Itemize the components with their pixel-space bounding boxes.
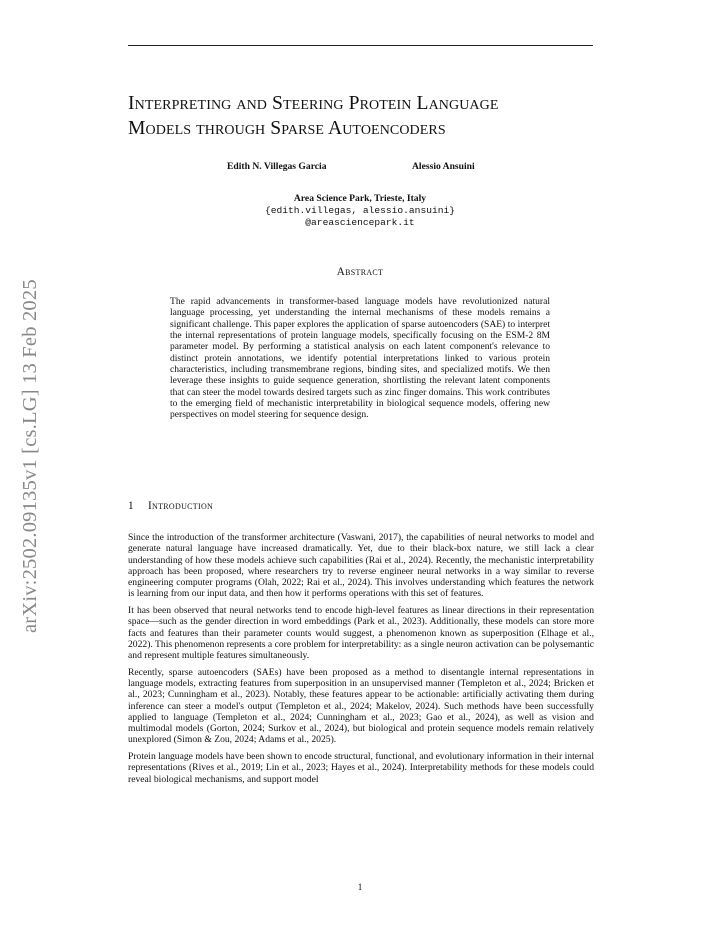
arxiv-identifier: arXiv:2502.09135v1 [cs.LG] 13 Feb 2025 <box>19 279 41 633</box>
top-rule <box>128 45 593 46</box>
paper-title-line-1: Interpreting and Steering Protein Language <box>128 93 499 114</box>
section-heading <box>128 500 213 512</box>
body-paragraph: Recently, sparse autoencoders (SAEs) have been proposed as a method to disentangle internal representations in language models, extracting features from superposition in an unsupervised manner (Templeton et al., 2024; Bricken et al., 2023; Cunningham et al., 2023). Notably, these features appear to be actionable: artificially activating them during inference can steer a model's output (Templeton et al., 2024; Makelov, 2024). Such methods have been successfully applied to language (Templeton et al., 2024; Cunningham et al., 2023; Gao et al., 2024), as well as vision and multimodal models (Gorton, 2024; Surkov et al., 2024), but biological and protein sequence models remain relatively unexplored (Simon & Zou, 2024; Adams et al., 2025). <box>128 666 594 746</box>
body-paragraph: It has been observed that neural networks tend to encode high-level features as linear directions in their representation space—such as the gender direction in word embeddings (Park et al., 2023). Additionally, these models can store more facts and features than their parameter counts would suggest, a phenomenon known as superposition (Elhage et al., 2022). This phenomenon represents a core problem for interpretability: as a single neuron activation can be polysemantic and represent multiple features simultaneously. <box>128 605 594 661</box>
affiliation: Area Science Park, Trieste, Italy <box>293 193 427 204</box>
section-body <box>128 532 594 790</box>
email-line: {edith.villegas, alessio.ansuini} <box>265 205 455 216</box>
paper-title-line-2: Models through Sparse Autoencoders <box>128 118 446 139</box>
body-paragraph: Since the introduction of the transformer architecture (Vaswani, 2017), the capabilities of neural networks to model and generate natural language have increased dramatically. Yet, due to their black-box nature, we still lack a clear understanding of how these models achieve such capabilities (Rai et al., 2024). Recently, the mechanistic interpretability approach has been proposed, where researchers try to reverse engineer neural networks in a way similar to reverse engineering computer programs (Olah, 2022; Rai et al., 2024). This involves understanding which features the network is learning from our input data, and then how it performs operations with this set of features. <box>128 532 594 600</box>
paper-title <box>128 91 608 141</box>
section-number: 1 <box>128 500 134 512</box>
section-title: Introduction <box>148 500 214 512</box>
author-name: Edith N. Villegas Garcia <box>227 161 327 172</box>
abstract-heading: Abstract <box>336 266 384 278</box>
author-name: Alessio Ansuini <box>412 161 475 172</box>
affiliation-block <box>0 193 720 229</box>
abstract-text: The rapid advancements in transformer-based language models have revolutionized natural language processing, yet understanding the internal mechanisms of these models remains a significant challenge. This paper explores the application of sparse autoencoders (SAE) to interpret the internal representations of protein language models, specifically focusing on the ESM-2 8M parameter model. By performing a statistical analysis on each latent component's relevance to distinct protein annotations, we identify potential interpretations linked to various protein characteristics, including transmembrane regions, binding sites, and specialized motifs. We then leverage these insights to guide sequence generation, shortlisting the relevant latent components that can steer the model towards desired targets such as zinc finger domains. This work contributes to the emerging field of mechanistic interpretability in biological sequence models, offering new perspectives on model steering for sequence design. <box>170 296 550 421</box>
page-number: 1 <box>357 882 363 893</box>
email-domain: @areasciencepark.it <box>305 217 415 228</box>
body-paragraph: Protein language models have been shown to encode structural, functional, and evolutionary information in their internal representations (Rives et al., 2019; Lin et al., 2023; Hayes et al., 2024). Interpretability methods for these models could reveal biological mechanisms, and support model <box>128 751 594 785</box>
